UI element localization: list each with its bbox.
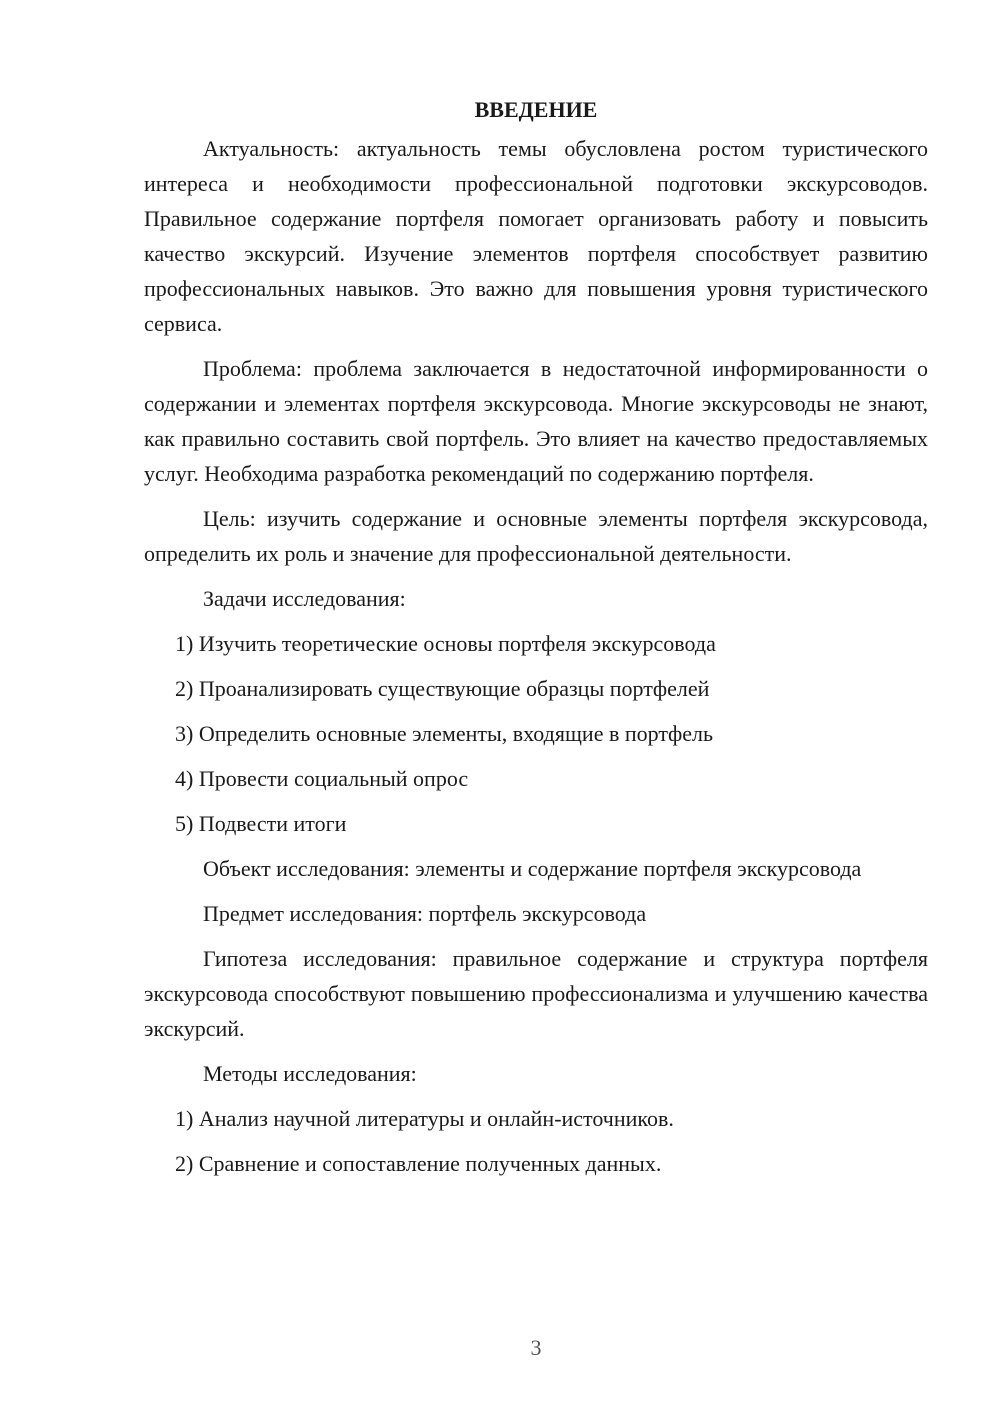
task-item: 1) Изучить теоретические основы портфеля экскурсовода — [175, 631, 716, 656]
relevance-paragraph: Актуальность: актуальность темы обусловлена ростом туристического интереса и необходимости профессиональной подготовки экскурсоводов. Правильное содержание портфеля помогает организовать работу и повысить качество экскурсий. Изучение элементов портфеля способствует развитию профессиональных навыков. Это важно для повышения уровня туристического сервиса. — [144, 136, 928, 336]
object-paragraph: Объект исследования: элементы и содержание портфеля экскурсовода — [203, 856, 862, 881]
page-content — [144, 92, 928, 1191]
page-title: ВВЕДЕНИЕ — [474, 97, 598, 122]
methods-heading: Методы исследования: — [203, 1061, 417, 1086]
methods-list — [144, 1101, 928, 1181]
task-item: 4) Провести социальный опрос — [175, 766, 469, 791]
tasks-heading: Задачи исследования: — [203, 586, 406, 611]
method-item: 1) Анализ научной литературы и онлайн-источников. — [175, 1106, 674, 1131]
subject-paragraph: Предмет исследования: портфель экскурсовода — [203, 901, 647, 926]
problem-paragraph: Проблема: проблема заключается в недостаточной информированности о содержании и элементах портфеля экскурсовода. Многие экскурсоводы не знают, как правильно составить свой портфель. Это влияет на качество предоставляемых услуг. Необходима разработка рекомендаций по содержанию портфеля. — [144, 356, 928, 486]
method-item: 2) Сравнение и сопоставление полученных данных. — [175, 1151, 662, 1176]
task-item: 3) Определить основные элементы, входящие в портфель — [175, 721, 713, 746]
task-item: 5) Подвести итоги — [175, 811, 347, 836]
page-number: 3 — [530, 1335, 542, 1360]
tasks-list — [144, 626, 928, 841]
hypothesis-paragraph: Гипотеза исследования: правильное содержание и структура портфеля экскурсовода способствуют повышению профессионализма и улучшению качества экскурсий. — [144, 946, 928, 1041]
goal-paragraph: Цель: изучить содержание и основные элементы портфеля экскурсовода, определить их роль и значение для профессиональной деятельности. — [144, 506, 928, 566]
task-item: 2) Проанализировать существующие образцы портфелей — [175, 676, 710, 701]
